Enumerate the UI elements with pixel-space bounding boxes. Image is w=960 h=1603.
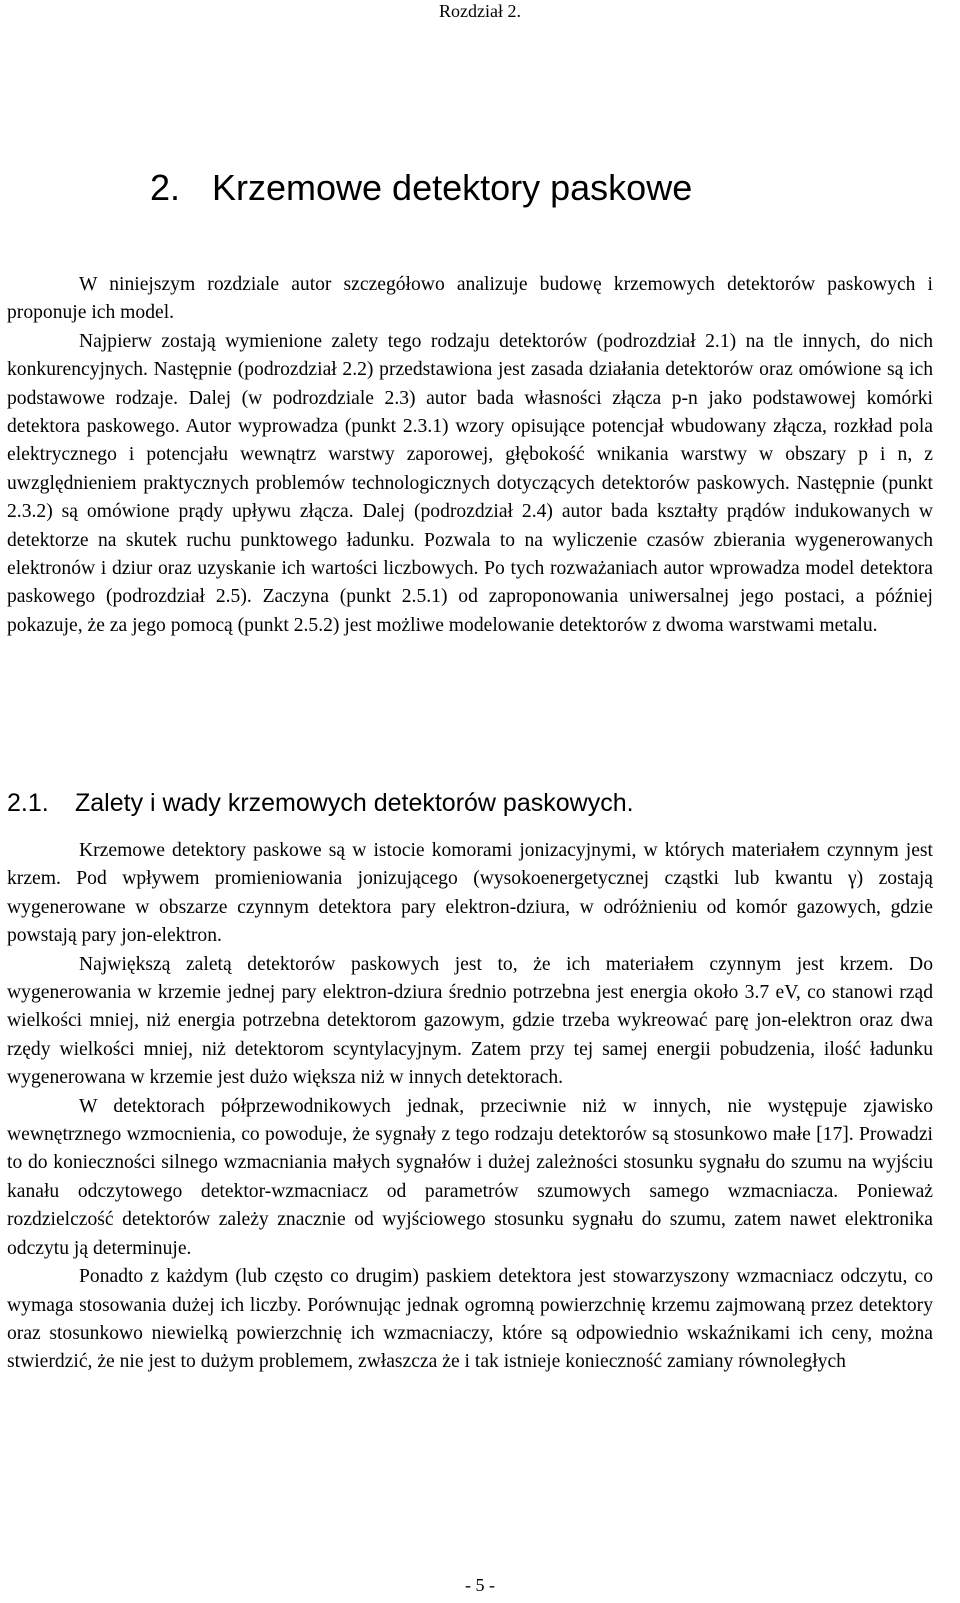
chapter-intro (7, 271, 933, 640)
intro-paragraph-1: W niniejszym rozdziale autor szczegółowo analizuje budowę krzemowych detektorów paskowych i proponuje ich model. (7, 274, 933, 324)
page-number: - 5 - (465, 1575, 495, 1595)
section-body (7, 837, 933, 1377)
section-number: 2.1. (7, 789, 49, 817)
section-title (7, 787, 634, 819)
intro-paragraph-2: Najpierw zostają wymienione zalety tego rodzaju detektorów (podrozdział 2.1) na tle innych, do nich konkurencyjnych. Następnie (podrozdział 2.2) przedstawiona jest zasada działania detektorów oraz omówione są ich podstawowe rodzaje. Dalej (w podrozdziale 2.3) autor bada własności złącza p-n jako podstawowej komórki detektora paskowego. Autor wyprowadza (punkt 2.3.1) wzory opisujące potencjał wbudowany złącza, rozkład pola elektrycznego i potencjału wewnątrz warstwy zaporowej, głębokość wnikania warstwy w obszary p i n, z uwzględnieniem praktycznych problemów technologicznych dotyczących detektorów paskowych. Następnie (punkt 2.3.2) są omówione prądy upływu złącza. Dalej (podrozdział 2.4) autor bada kształty prądów indukowanych w detektorze na skutek ruchu punktowego ładunku. Pozwala to na wyliczenie czasów zbierania wygenerowanych elektronów i dziur oraz uzyskanie ich wartości liczbowych. Po tych rozważaniach autor wprowadza model detektora paskowego (podrozdział 2.5). Zaczyna (punkt 2.5.1) od zaproponowania uniwersalnej jego postaci, a później pokazuje, że za jego pomocą (punkt 2.5.2) jest możliwe modelowanie detektorów z dwoma warstwami metalu. (7, 330, 933, 636)
section-title-text: Zalety i wady krzemowych detektorów paskowych. (75, 789, 634, 817)
running-head: Rozdział 2. (439, 1, 521, 21)
chapter-title (150, 167, 692, 209)
section-paragraph-3: W detektorach półprzewodnikowych jednak, przeciwnie niż w innych, nie występuje zjawisko wewnętrznego wzmocnienia, co powoduje, że sygnały z tego rodzaju detektorów są stosunkowo małe [17]. Prowadzi to do konieczności silnego wzmacniania małych sygnałów i dużej zależności stosunku sygnału do szumu na wyjściu kanału odczytowego detektor-wzmacniacz od parametrów szumowych samego wzmacniacza. Ponieważ rozdzielczość detektorów zależy znacznie od wyjściowego stosunku sygnału do szumu, zatem nawet elektronika odczytu ją determinuje. (7, 1095, 933, 1259)
section-paragraph-4: Ponadto z każdym (lub często co drugim) paskiem detektora jest stowarzyszony wzmacniacz odczytu, co wymaga stosowania dużej ich liczby. Porównując jednak ogromną powierzchnię krzemu zajmowaną przez detektory oraz stosunkowo niewielką powierzchnię ich wzmacniaczy, które są odpowiednio wskaźnikami ich ceny, można stwierdzić, że nie jest to dużym problemem, zwłaszcza że i tak istnieje konieczność zamiany równoległych (7, 1266, 933, 1373)
section-paragraph-2: Największą zaletą detektorów paskowych jest to, że ich materiałem czynnym jest krzem. Do wygenerowania w krzemie jednej pary elektron-dziura średnio potrzebna jest energia około 3.7 eV, co stanowi rząd wielkości mniej, niż energia potrzebna detektorom gazowym, gdzie trzeba wykreować parę jon-elektron oraz dwa rzędy wielkości mniej, niż detektorom scyntylacyjnym. Zatem przy tej samej energii pobudzenia, ilość ładunku wygenerowana w krzemie jest dużo większa niż w innych detektorach. (7, 953, 933, 1089)
section-paragraph-1: Krzemowe detektory paskowe są w istocie komorami jonizacyjnymi, w których materiałem czynnym jest krzem. Pod wpływem promieniowania jonizującego (wysokoenergetycznej cząstki lub kwantu γ) zostają wygenerowane w obszarze czynnym detektora pary elektron-dziura, w odróżnieniu od komór gazowych, gdzie powstają pary jon-elektron. (7, 840, 933, 947)
chapter-title-text: Krzemowe detektory paskowe (212, 167, 693, 208)
chapter-number: 2. (150, 167, 181, 208)
